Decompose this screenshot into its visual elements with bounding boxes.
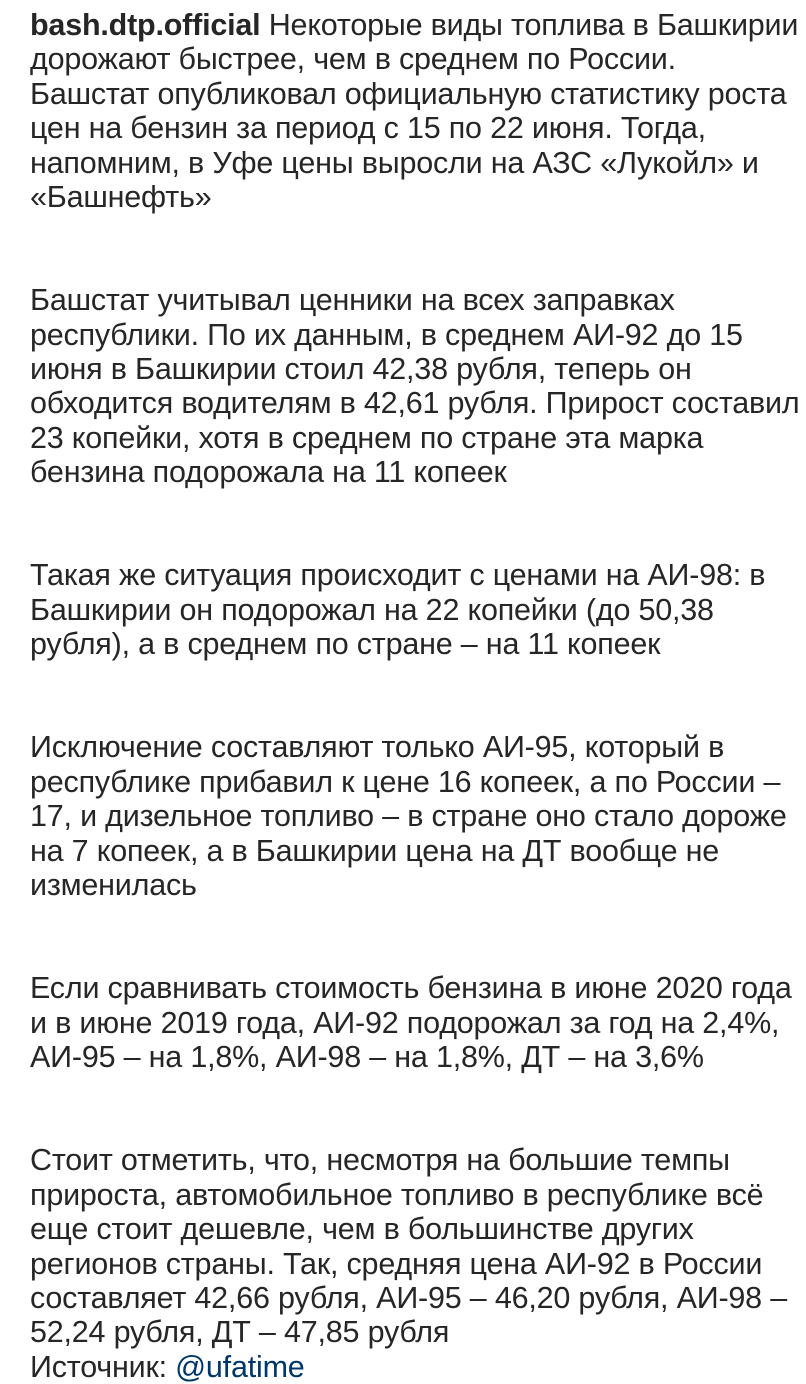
caption-intro-paragraph xyxy=(30,8,800,214)
author-username-link[interactable]: bash.dtp.official xyxy=(30,8,261,42)
source-label: Источник: xyxy=(30,1349,176,1384)
source-mention-link[interactable]: @ufatime xyxy=(175,1349,305,1384)
caption-paragraph-conclusion xyxy=(30,1143,800,1384)
caption-paragraph-ai98: Такая же ситуация происходит с ценами на АИ-98: в Башкирии он подорожал на 22 копейки (до 50,38 рубля), а в среднем по стране – на 11 копеек xyxy=(30,558,766,662)
post-caption xyxy=(30,8,800,1384)
caption-intro-text: Некоторые виды топлива в Башкирии дорожают быстрее, чем в среднем по России. Башстат опубликовал официальную статистику роста цен на бензин за период с 15 по 22 июня. Тогда, напомним, в Уфе цены выросли на АЗС «Лукойл» и «Башнефть» xyxy=(30,8,799,215)
caption-paragraph-exceptions: Исключение составляют только АИ-95, который в республике прибавил к цене 16 копеек, а по России – 17, и дизельное топливо – в стране оно стало дороже на 7 копеек, а в Башкирии цена на ДТ вообще не изменилась xyxy=(30,730,787,903)
caption-paragraph-yearly-change: Если сравнивать стоимость бензина в июне 2020 года и в июне 2019 года, АИ-92 подорожал за год на 2,4%, АИ-95 – на 1,8%, АИ-98 – на 1,8%, ДТ – на 3,6% xyxy=(30,971,792,1075)
conclusion-text: Стоит отметить, что, несмотря на большие темпы прироста, автомобильное топливо в республике всё еще стоит дешевле, чем в большинстве других регионов страны. Так, средняя цена АИ-92 в России составляет 42,66 рубля, АИ-95 – 46,20 рубля, АИ-98 – 52,24 рубля, ДТ – 47,85 рубля xyxy=(30,1143,787,1350)
caption-paragraph-ai92: Башстат учитывал ценники на всех заправках республики. По их данным, в среднем АИ-92 до 15 июня в Башкирии стоил 42,38 рубля, теперь он обходится водителям в 42,61 рубля. Прирост составил 23 копейки, хотя в среднем по стране эта марка бензина подорожала на 11 копеек xyxy=(30,283,800,490)
